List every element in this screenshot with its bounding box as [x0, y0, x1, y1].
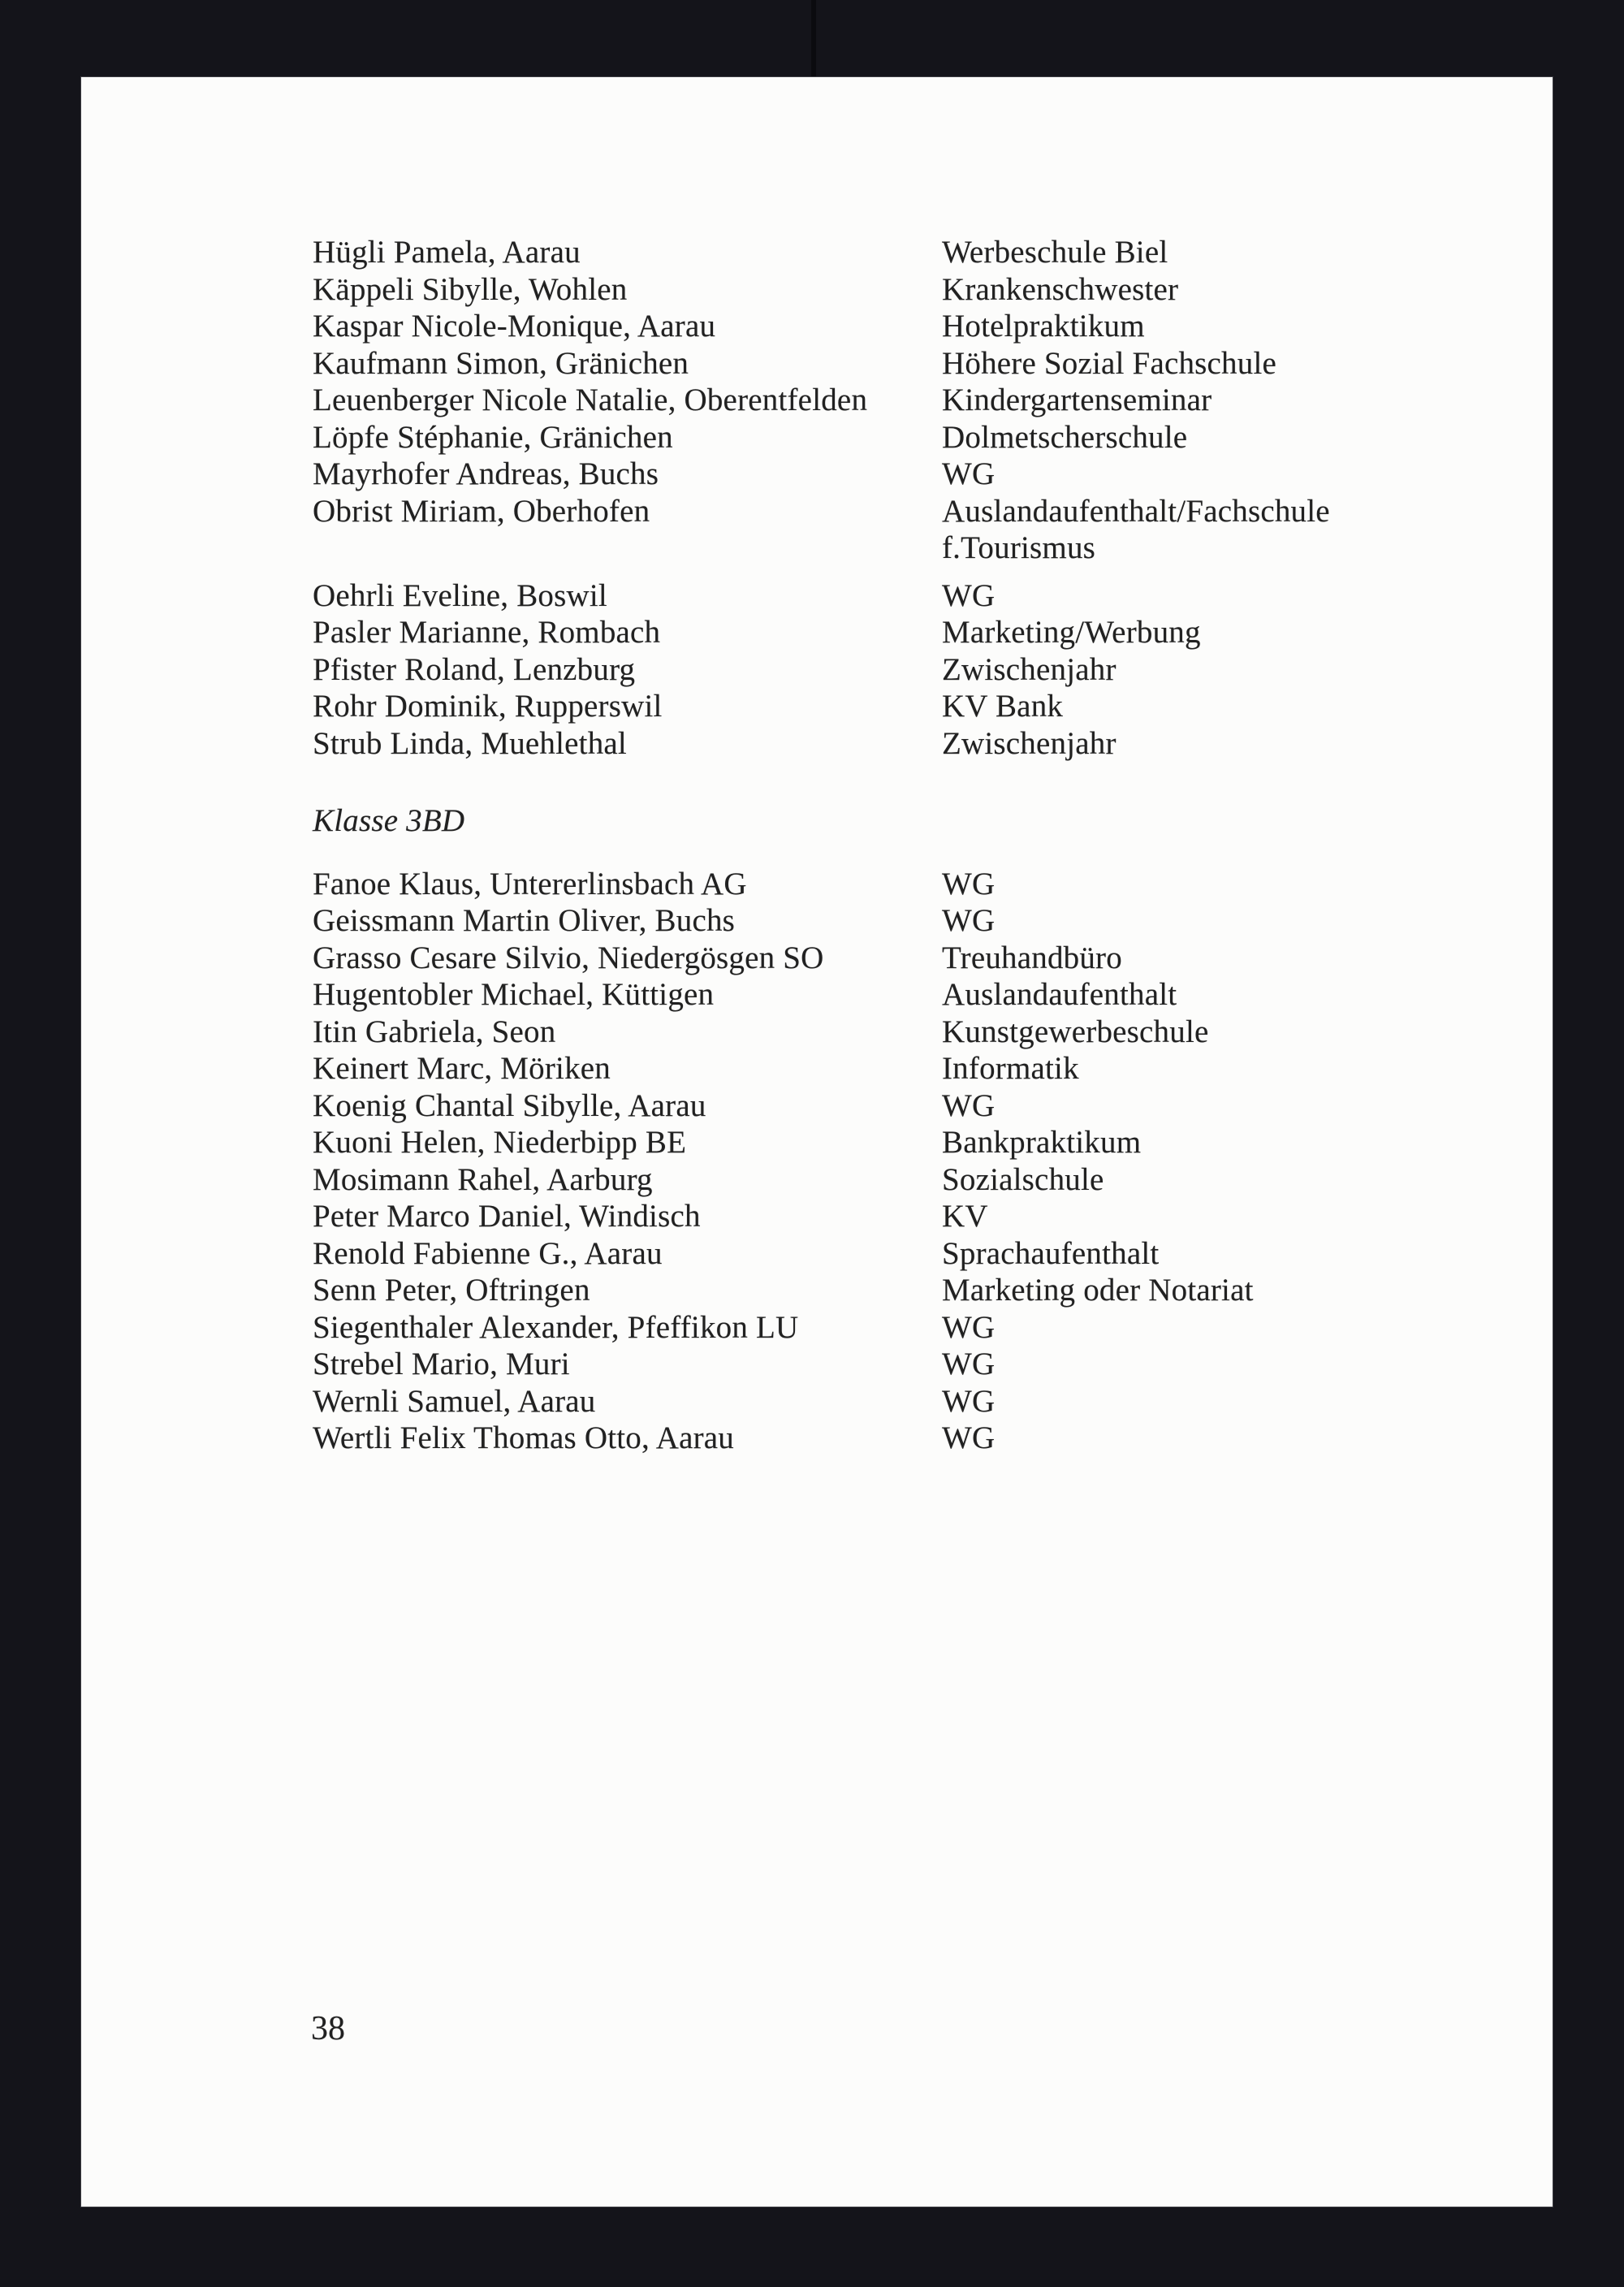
student-name: [313, 530, 942, 567]
destination: WG: [942, 456, 996, 491]
destination: KV: [942, 1199, 988, 1234]
list-row: [313, 688, 1498, 725]
destination: Höhere Sozial Fachschule: [942, 345, 1276, 381]
destination: Hotelpraktikum: [942, 309, 1145, 344]
student-name: Keinert Marc, Möriken: [313, 1051, 611, 1086]
list-row: [313, 382, 1498, 419]
list-row: [313, 651, 1498, 689]
destination: Auslandaufenthalt: [942, 977, 1177, 1012]
student-name: Pasler Marianne, Rombach: [313, 615, 661, 650]
student-name: Kuoni Helen, Niederbipp BE: [313, 1125, 687, 1160]
klasse-3ad-group-1: [313, 234, 1498, 567]
student-name: Fanoe Klaus, Untererlinsbach AG: [313, 866, 747, 901]
student-name: Geissmann Martin Oliver, Buchs: [313, 903, 736, 938]
destination: Dolmetscherschule: [942, 419, 1188, 455]
destination: Werbeschule Biel: [942, 235, 1168, 270]
student-name: Itin Gabriela, Seon: [313, 1014, 556, 1049]
destination: f.Tourismus: [942, 530, 1096, 565]
student-name: Wertli Felix Thomas Otto, Aarau: [313, 1420, 735, 1455]
list-row: [313, 1309, 1498, 1347]
destination: WG: [942, 1383, 996, 1419]
student-name: Leuenberger Nicole Natalie, Oberentfelden: [313, 383, 868, 417]
destination: WG: [942, 1420, 996, 1455]
destination: Zwischenjahr: [942, 651, 1116, 687]
student-name: Rohr Dominik, Rupperswil: [313, 689, 663, 724]
student-name: Wernli Samuel, Aarau: [313, 1383, 596, 1419]
list-row: [313, 271, 1498, 309]
student-name: Grasso Cesare Silvio, Niedergösgen SO: [313, 940, 824, 975]
list-row: [313, 234, 1498, 271]
list-row: [313, 419, 1498, 456]
klasse-3bd-heading: Klasse 3BD: [313, 803, 465, 838]
list-row: [313, 530, 1498, 567]
list-row: [313, 493, 1498, 530]
destination: WG: [942, 1347, 996, 1381]
list-row: [313, 902, 1498, 940]
list-row: [313, 725, 1498, 763]
destination: Kunstgewerbeschule: [942, 1014, 1209, 1049]
list-row: [313, 1014, 1498, 1051]
destination: WG: [942, 903, 996, 938]
list-row: [313, 614, 1498, 651]
student-name: Strub Linda, Muehlethal: [313, 725, 627, 761]
student-name: Kaspar Nicole-Monique, Aarau: [313, 309, 716, 344]
student-name: Löpfe Stéphanie, Gränichen: [313, 419, 673, 455]
list-row: [313, 1346, 1498, 1383]
student-name: Käppeli Sibylle, Wohlen: [313, 271, 628, 307]
student-name: Siegenthaler Alexander, Pfeffikon LU: [313, 1309, 799, 1345]
student-name: Oehrli Eveline, Boswil: [313, 577, 607, 613]
destination: WG: [942, 577, 996, 613]
destination: Auslandaufenthalt/Fachschule: [942, 493, 1330, 529]
student-name: Mayrhofer Andreas, Buchs: [313, 456, 659, 491]
student-name: Pfister Roland, Lenzburg: [313, 651, 636, 687]
student-name: Peter Marco Daniel, Windisch: [313, 1199, 701, 1234]
list-row: [313, 345, 1498, 383]
student-name: Kaufmann Simon, Gränichen: [313, 345, 689, 381]
page-gutter-shadow: [811, 0, 816, 77]
student-name: Strebel Mario, Muri: [313, 1347, 570, 1381]
destination: Kindergartenseminar: [942, 383, 1212, 417]
destination: WG: [942, 866, 996, 901]
destination: Bankpraktikum: [942, 1125, 1142, 1160]
list-row: [313, 308, 1498, 345]
student-name: Senn Peter, Oftringen: [313, 1273, 590, 1308]
destination: WG: [942, 1309, 996, 1345]
student-name: Hugentobler Michael, Küttigen: [313, 977, 715, 1012]
list-row: [313, 1383, 1498, 1420]
destination: Zwischenjahr: [942, 725, 1116, 761]
destination: KV Bank: [942, 689, 1064, 724]
student-name: Hügli Pamela, Aarau: [313, 235, 581, 270]
list-row: [313, 1050, 1498, 1087]
list-row: [313, 1235, 1498, 1273]
destination: WG: [942, 1087, 996, 1123]
destination: Marketing/Werbung: [942, 615, 1201, 650]
list-row: [313, 1420, 1498, 1457]
student-name: Mosimann Rahel, Aarburg: [313, 1161, 653, 1197]
list-row: [313, 456, 1498, 493]
destination: Treuhandbüro: [942, 940, 1122, 975]
student-name: Obrist Miriam, Oberhofen: [313, 493, 650, 529]
list-row: [313, 1161, 1498, 1199]
destination: Sozialschule: [942, 1161, 1104, 1197]
list-row: [313, 1087, 1498, 1125]
list-row: [313, 1272, 1498, 1309]
list-row: [313, 577, 1498, 615]
list-row: [313, 866, 1498, 903]
page-number: 38: [311, 2010, 345, 2047]
list-row: [313, 940, 1498, 977]
paper-page: [81, 77, 1553, 2207]
list-row: [313, 1198, 1498, 1235]
destination: Marketing oder Notariat: [942, 1273, 1254, 1308]
student-name: Renold Fabienne G., Aarau: [313, 1235, 663, 1271]
list-row: [313, 976, 1498, 1014]
klasse-3bd-group: [313, 866, 1498, 1457]
student-list: [313, 234, 1498, 1457]
destination: Krankenschwester: [942, 271, 1179, 307]
destination: Informatik: [942, 1051, 1079, 1086]
destination: Sprachaufenthalt: [942, 1235, 1160, 1271]
student-name: Koenig Chantal Sibylle, Aarau: [313, 1087, 706, 1123]
klasse-3ad-group-2: [313, 577, 1498, 763]
list-row: [313, 1124, 1498, 1161]
